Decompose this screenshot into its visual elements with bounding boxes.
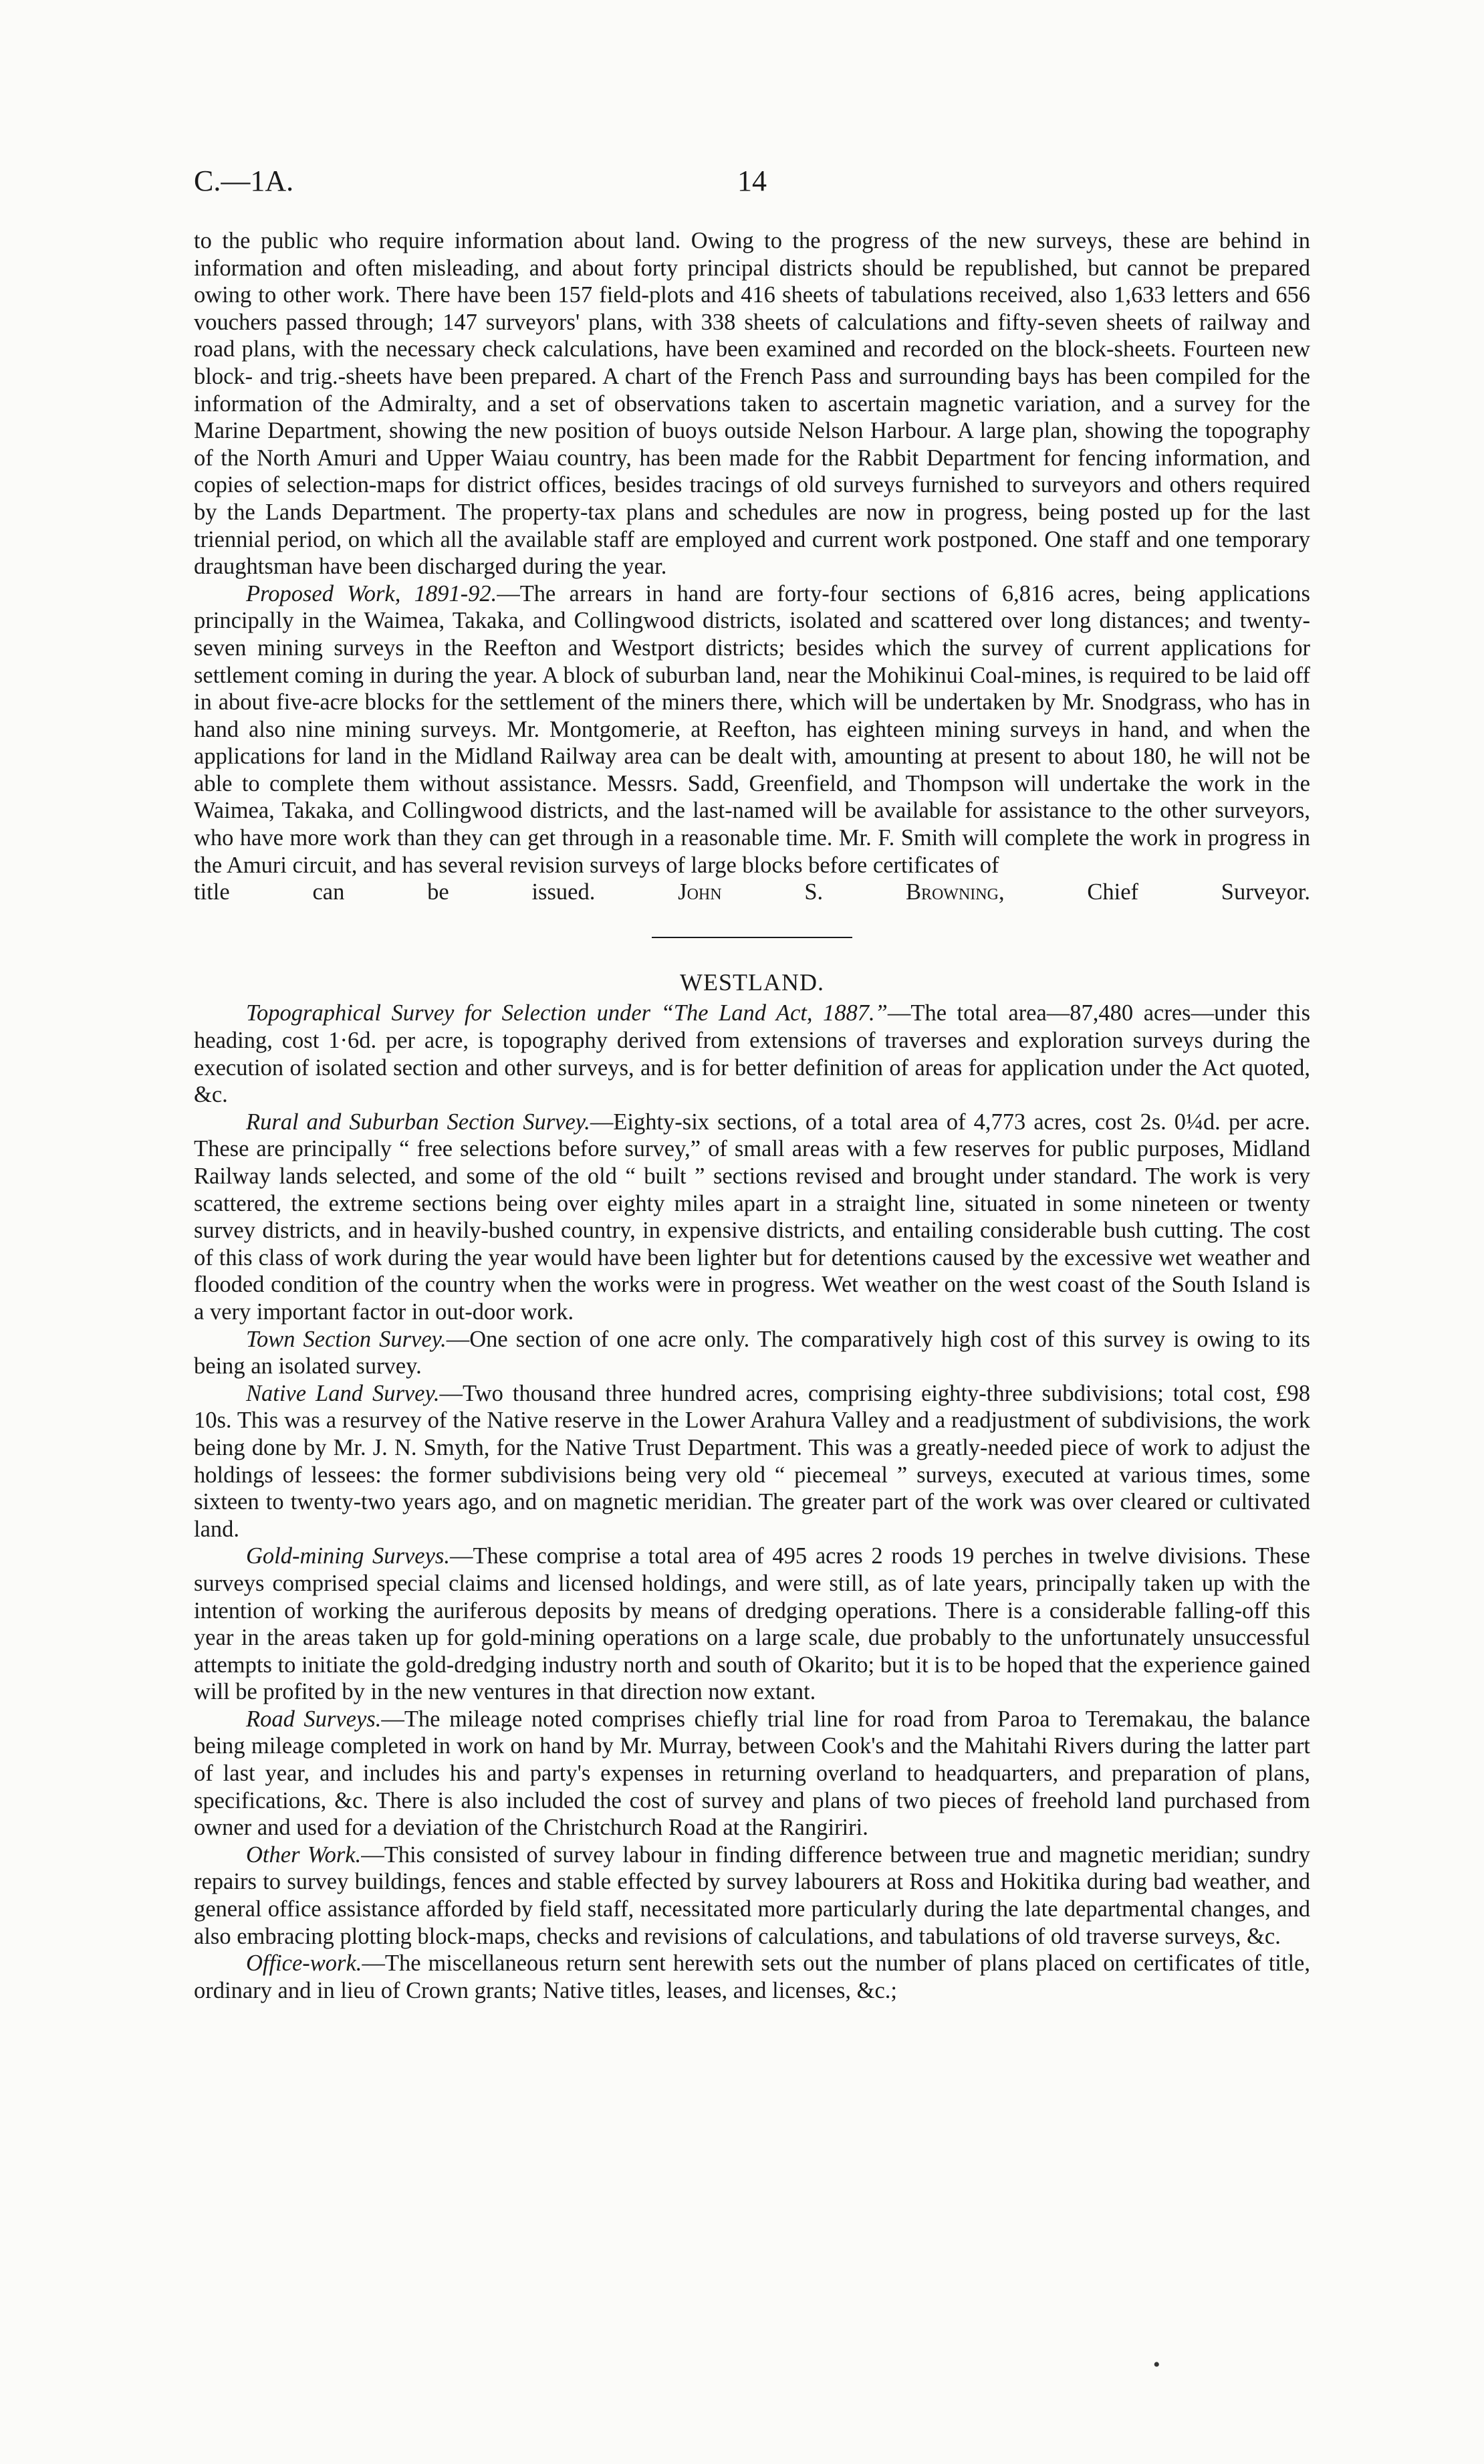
nelson-continued-paragraph: to the public who require information about land. Owing to the progress of the new surveys, these are behind in information and often misleading, and about forty principal districts should be republished, but cannot be prepared owing to other work. There have been 157 field-plots and 416 sheets of tabulations received, also 1,633 letters and 656 vouchers passed through; 147 surveyors' plans, with 338 sheets of calculations and fifty-seven sheets of railway and road plans, with the necessary check calculations, have been examined and recorded on the block-sheets. Fourteen new block- and trig.-sheets have been prepared. A chart of the French Pass and surrounding bays has been compiled for the information of the Admiralty, and a set of observations taken to ascertain magnetic variation, and a survey for the Marine Department, showing the new position of buoys outside Nelson Harbour. A large plan, showing the topography of the North Amuri and Upper Waiau country, has been made for the Rabbit Department for fencing information, and copies of selection-maps for district offices, besides tracings of old surveys furnished to surveyors and others required by the Lands Department. The property-tax plans and schedules are now in progress, being posted up for the last triennial period, on which all the available staff are employed and current work postponed. One staff and one temporary draughtsman have been discharged during the year. — [194, 228, 1310, 580]
signature-name: John S. Browning — [678, 879, 999, 905]
paragraph-heading: Rural and Suburban Section Survey. — [246, 1109, 590, 1135]
paragraph-text: —Eighty-six sections, of a total area of 4,773 acres, cost 2s. 0¼d. per acre. These are principally “ free selections before survey,” of small areas with a few reserves for public purposes, Midland Railway lands selected, and some of the old “ built ” sections revised and brought under standard. The work is very scattered, the extreme sections being over eighty miles apart in a straight line, situated in some nineteen or twenty survey districts, and in heavily-bushed country, in expensive districts, and entailing considerable bush cutting. The cost of this class of work during the year would have been lighter but for detentions caused by the excessive wet weather and flooded condition of the country when the works were in progress. Wet weather on the west coast of the South Island is a very important factor in out-door work. — [194, 1109, 1310, 1325]
westland-paragraph — [194, 1706, 1310, 1841]
westland-paragraph — [194, 1000, 1310, 1108]
paragraph-heading: Town Section Survey. — [246, 1326, 447, 1352]
paragraph-heading: Gold-mining Surveys. — [246, 1543, 450, 1569]
signature — [678, 879, 1310, 905]
nelson-proposed-work-paragraph — [194, 580, 1310, 879]
westland-paragraph — [194, 1380, 1310, 1543]
westland-paragraph — [194, 1950, 1310, 2004]
paragraph-text: —Two thousand three hundred acres, comprising eighty-three subdivisions; total cost, £98 10s. This was a resurvey of the Native reserve in the Lower Arahura Valley and a readjustment of subdivisions, the work being done by Mr. J. N. Smyth, for the Native Trust Department. This was a greatly-needed piece of work to adjust the holdings of lessees: the former subdivisions being very old “ piecemeal ” surveys, executed at various times, some sixteen to twenty-two years ago, and on magnetic meridian. The greater part of the work was over cleared or cultivated land. — [194, 1380, 1310, 1542]
page-number: 14 — [737, 164, 767, 197]
westland-paragraph — [194, 1326, 1310, 1380]
paragraph-text: —The mileage noted comprises chiefly trial line for road from Paroa to Teremakau, the balance being mileage completed in work on hand by Mr. Murray, between Cook's and the Mahitahi Rivers during the latter part of last year, and includes his and party's expenses in returning overland to headquarters, and preparation of plans, specifications, &c. There is also included the cost of survey and plans of two pieces of freehold land purchased from owner and used for a deviation of the Christchurch Road at the Rangiriri. — [194, 1706, 1310, 1841]
paragraph-text: —This consisted of survey labour in finding difference between true and magnetic meridian; sundry repairs to survey buildings, fences and stable effected by survey labourers at Ross and Hokitika during bad weather, and general office assistance afforded by field staff, necessitated more particularly during the late departmental changes, and also embracing plotting block-maps, checks and revisions of calculations, and tabulations of old traverse surveys, &c. — [194, 1841, 1310, 1949]
page-content — [194, 227, 1310, 2004]
paragraph-heading: Native Land Survey. — [246, 1380, 440, 1406]
paragraph-text: —One section of one acre only. The comparatively high cost of this survey is owing to its being an isolated survey. — [194, 1326, 1310, 1379]
paragraph-heading: Topographical Survey for Selection under “The Land Act, 1887.” — [246, 1000, 888, 1026]
section-divider — [652, 937, 852, 938]
signature-title: , Chief Surveyor. — [998, 879, 1311, 905]
westland-paragraph — [194, 1543, 1310, 1706]
paragraph-heading: Office-work. — [246, 1950, 362, 1977]
paragraph-text: —The miscellaneous return sent herewith sets out the number of plans placed on certificates of title, ordinary and in lieu of Crown grants; Native titles, leases, and licenses, &c.; — [194, 1950, 1310, 2003]
paragraph-heading: Road Surveys. — [246, 1706, 382, 1732]
paragraph-heading: Other Work. — [246, 1841, 362, 1868]
paragraph-heading: Proposed Work, 1891-92. — [246, 580, 497, 606]
paragraph-text: —The total area—87,480 acres—under this heading, cost 1·6d. per acre, is topography derived from extensions of traverses and exploration surveys during the execution of isolated section and other surveys, and is for better definition of areas for application under the Act quoted, &c. — [194, 1000, 1310, 1108]
document-code: C.—1A. — [194, 164, 294, 197]
westland-paragraph — [194, 1841, 1310, 1950]
paragraph-text-end: title can be issued. — [194, 879, 596, 905]
signature-line — [194, 879, 1310, 906]
westland-paragraph — [194, 1109, 1310, 1326]
page-header — [194, 164, 1310, 204]
paragraph-text: —These comprise a total area of 495 acres 2 roods 19 perches in twelve divisions. These surveys comprised special claims and licensed holdings, and were still, as of late years, principally taken up with the intention of working the auriferous deposits by means of dredging operations. There is a considerable falling-off this year in the areas taken up for gold-mining operations on a large scale, due probably to the unfortunately unsuccessful attempts to initiate the gold-dredging industry north and south of Okarito; but it is to be hoped that the experience gained will be profited by in the new ventures in that direction now extant. — [194, 1543, 1310, 1705]
westland-section-title: WESTLAND. — [680, 968, 824, 996]
footer-mark: • — [1153, 2354, 1160, 2376]
paragraph-text: —The arrears in hand are forty-four sections of 6,816 acres, being applications principally in the Waimea, Takaka, and Collingwood districts, isolated and scattered over long distances; and twenty-seven mining surveys in the Reefton and Westport districts; besides which the survey of current applications for settlement coming in during the year. A block of suburban land, near the Mohikinui Coal-mines, is required to be laid off in about five-acre blocks for the settlement of the miners there, which will be undertaken by Mr. Snodgrass, who has in hand also nine mining surveys. Mr. Montgomerie, at Reefton, has eighteen mining surveys in hand, and when the applications for land in the Midland Railway area can be dealt with, amounting at present to about 180, he will not be able to complete them without assistance. Messrs. Sadd, Greenfield, and Thompson will undertake the work in the Waimea, Takaka, and Collingwood districts, and the last-named will be available for assistance to the other surveyors, who have more work than they can get through in a reasonable time. Mr. F. Smith will complete the work in progress in the Amuri circuit, and has several revision surveys of large blocks before certificates of — [194, 580, 1310, 878]
